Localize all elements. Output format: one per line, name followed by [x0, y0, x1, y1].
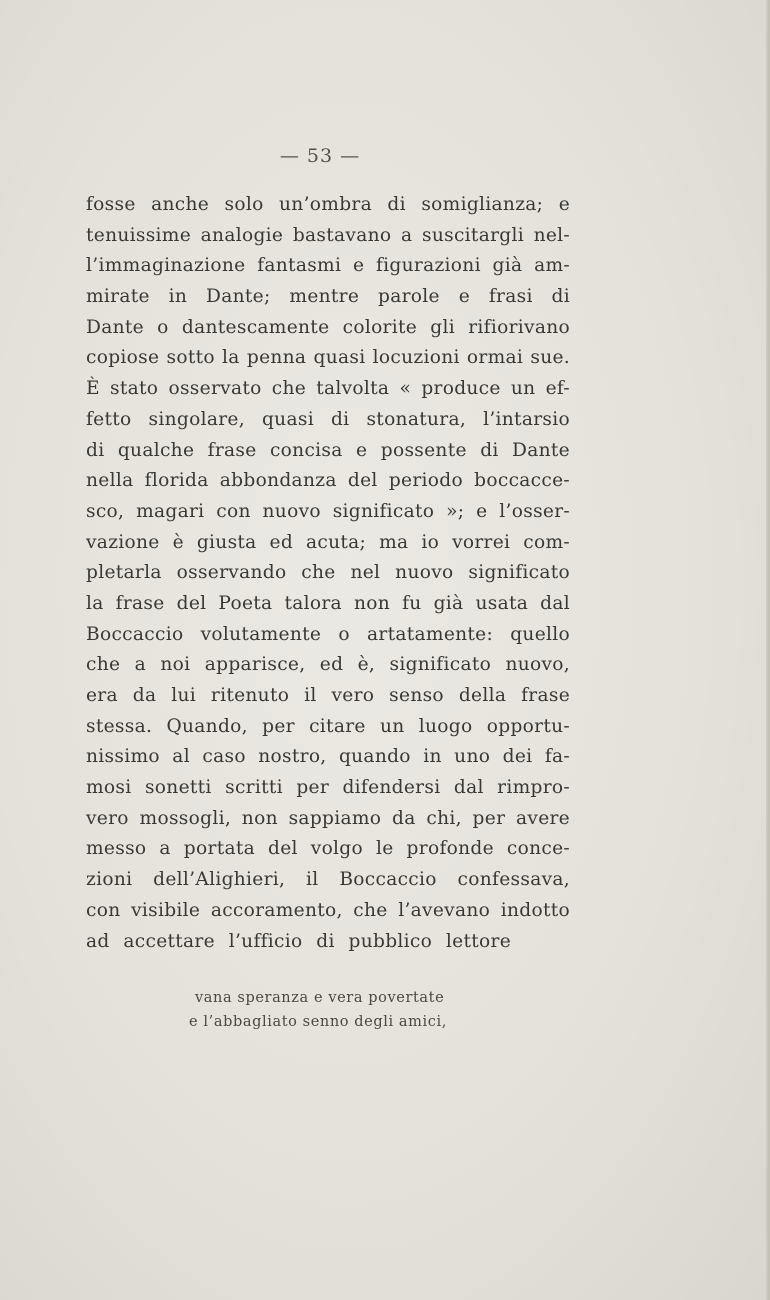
- page-number: — 53 —: [279, 145, 361, 167]
- text-line: ad accettare l’ufficio di pubblico lettore: [86, 930, 511, 952]
- text-line: fetto singolare, quasi di stonatura, l’intarsio: [86, 408, 570, 430]
- text-line: la frase del Poeta talora non fu già usata dal: [86, 592, 570, 614]
- text-line: pletarla osservando che nel nuovo significato: [86, 562, 570, 584]
- text-line: era da lui ritenuto il vero senso della frase: [86, 685, 570, 706]
- text-line: che a noi apparisce, ed è, significato nuovo,: [86, 654, 570, 676]
- text-line: con visibile accoramento, che l’avevano indotto: [86, 899, 570, 921]
- text-line: stessa. Quando, per citare un luogo opportu-: [86, 715, 570, 737]
- page-edge: [766, 0, 770, 1300]
- text-line: Boccaccio volutamente o artatamente: quello: [86, 623, 570, 645]
- text-line: zioni dell’Alighieri, il Boccaccio confessava,: [86, 869, 570, 891]
- text-line: È stato osservato che talvolta « produce un ef-: [86, 378, 570, 400]
- text-line: sco, magari con nuovo significato »; e l’osser-: [86, 500, 570, 522]
- text-line: l’immaginazione fantasmi e figurazioni già am-: [86, 255, 570, 277]
- body-paragraph: [86, 190, 570, 957]
- text-line: vero mossogli, non sappiamo da chi, per avere: [86, 807, 570, 829]
- text-line: mirate in Dante; mentre parole e frasi di: [86, 286, 570, 308]
- text-line: nella florida abbondanza del periodo boccacce-: [86, 470, 570, 492]
- text-line: vazione è giusta ed acuta; ma io vorrei com-: [86, 531, 570, 553]
- verse-line: e l’abbagliato senno degli amici,: [189, 1014, 447, 1030]
- text-line: copiose sotto la penna quasi locuzioni ormai sue.: [86, 347, 570, 369]
- text-line: fosse anche solo un’ombra di somiglianza; e: [86, 194, 570, 215]
- text-line: tenuissime analogie bastavano a suscitargli nel-: [86, 224, 570, 246]
- verse-quote: [189, 986, 495, 1034]
- text-line: Dante o dantescamente colorite gli rifiorivano: [86, 316, 570, 338]
- text-line: mosi sonetti scritti per difendersi dal rimpro-: [86, 777, 570, 799]
- text-line: nissimo al caso nostro, quando in uno dei fa-: [86, 746, 570, 768]
- text-line: messo a portata del volgo le profonde conce-: [86, 838, 570, 860]
- verse-line: vana speranza e vera povertate: [195, 990, 445, 1006]
- text-line: di qualche frase concisa e possente di Dante: [86, 439, 570, 461]
